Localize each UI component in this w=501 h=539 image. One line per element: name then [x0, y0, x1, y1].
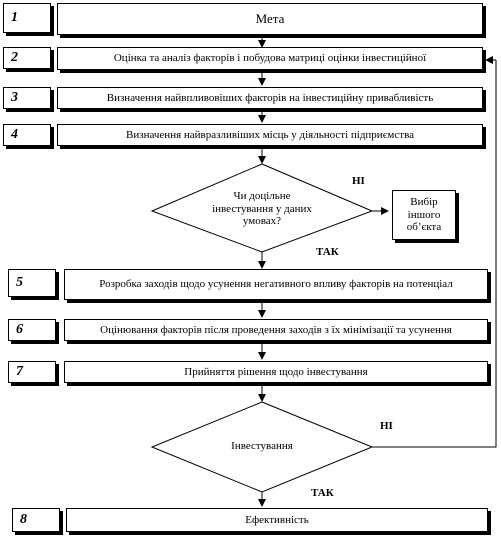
alternative-object-box: Вибір іншого об’єкта: [392, 190, 456, 240]
step-number-4: 4: [3, 124, 51, 146]
decision-2-text: Інвестування: [231, 440, 293, 452]
step-box-key-factors: Визначення найвпливовіших факторів на інвестиційну привабливість: [57, 87, 483, 109]
decision-2-no-label: НІ: [380, 420, 393, 432]
loop-back-line: [372, 60, 496, 447]
step-box-decision: Прийняття рішення щодо інвестування: [64, 361, 488, 383]
step-number-2: 2: [3, 47, 51, 69]
decision-1-no-label: НІ: [352, 175, 365, 187]
step-box-efficiency: Ефективність: [66, 508, 488, 532]
step-box-goal: Мета: [57, 3, 483, 35]
step-number-6: 6: [8, 319, 56, 341]
step-number-5: 5: [8, 269, 56, 297]
step-box-weak-points: Визначення найвразливіших місць у діяльності підприємства: [57, 124, 483, 146]
step-box-measures: Розробка заходів щодо усунення негативного впливу факторів на потенціал: [64, 269, 488, 300]
step-number-7: 7: [8, 361, 56, 383]
step-number-8: 8: [12, 508, 60, 532]
step-box-reassessment: Оцінювання факторів після проведення заходів з їх мінімізації та усунення: [64, 319, 488, 341]
decision-2-yes-label: ТАК: [311, 487, 334, 499]
decision-1-yes-label: ТАК: [316, 246, 339, 258]
step-number-1: 1: [3, 3, 51, 33]
step-box-factor-analysis: Оцінка та аналіз факторів і побудова матриці оцінки інвестиційної: [57, 47, 483, 70]
decision-1-text: Чи доцільне інвестування у даних умовах?: [212, 190, 312, 228]
step-number-3: 3: [3, 87, 51, 109]
